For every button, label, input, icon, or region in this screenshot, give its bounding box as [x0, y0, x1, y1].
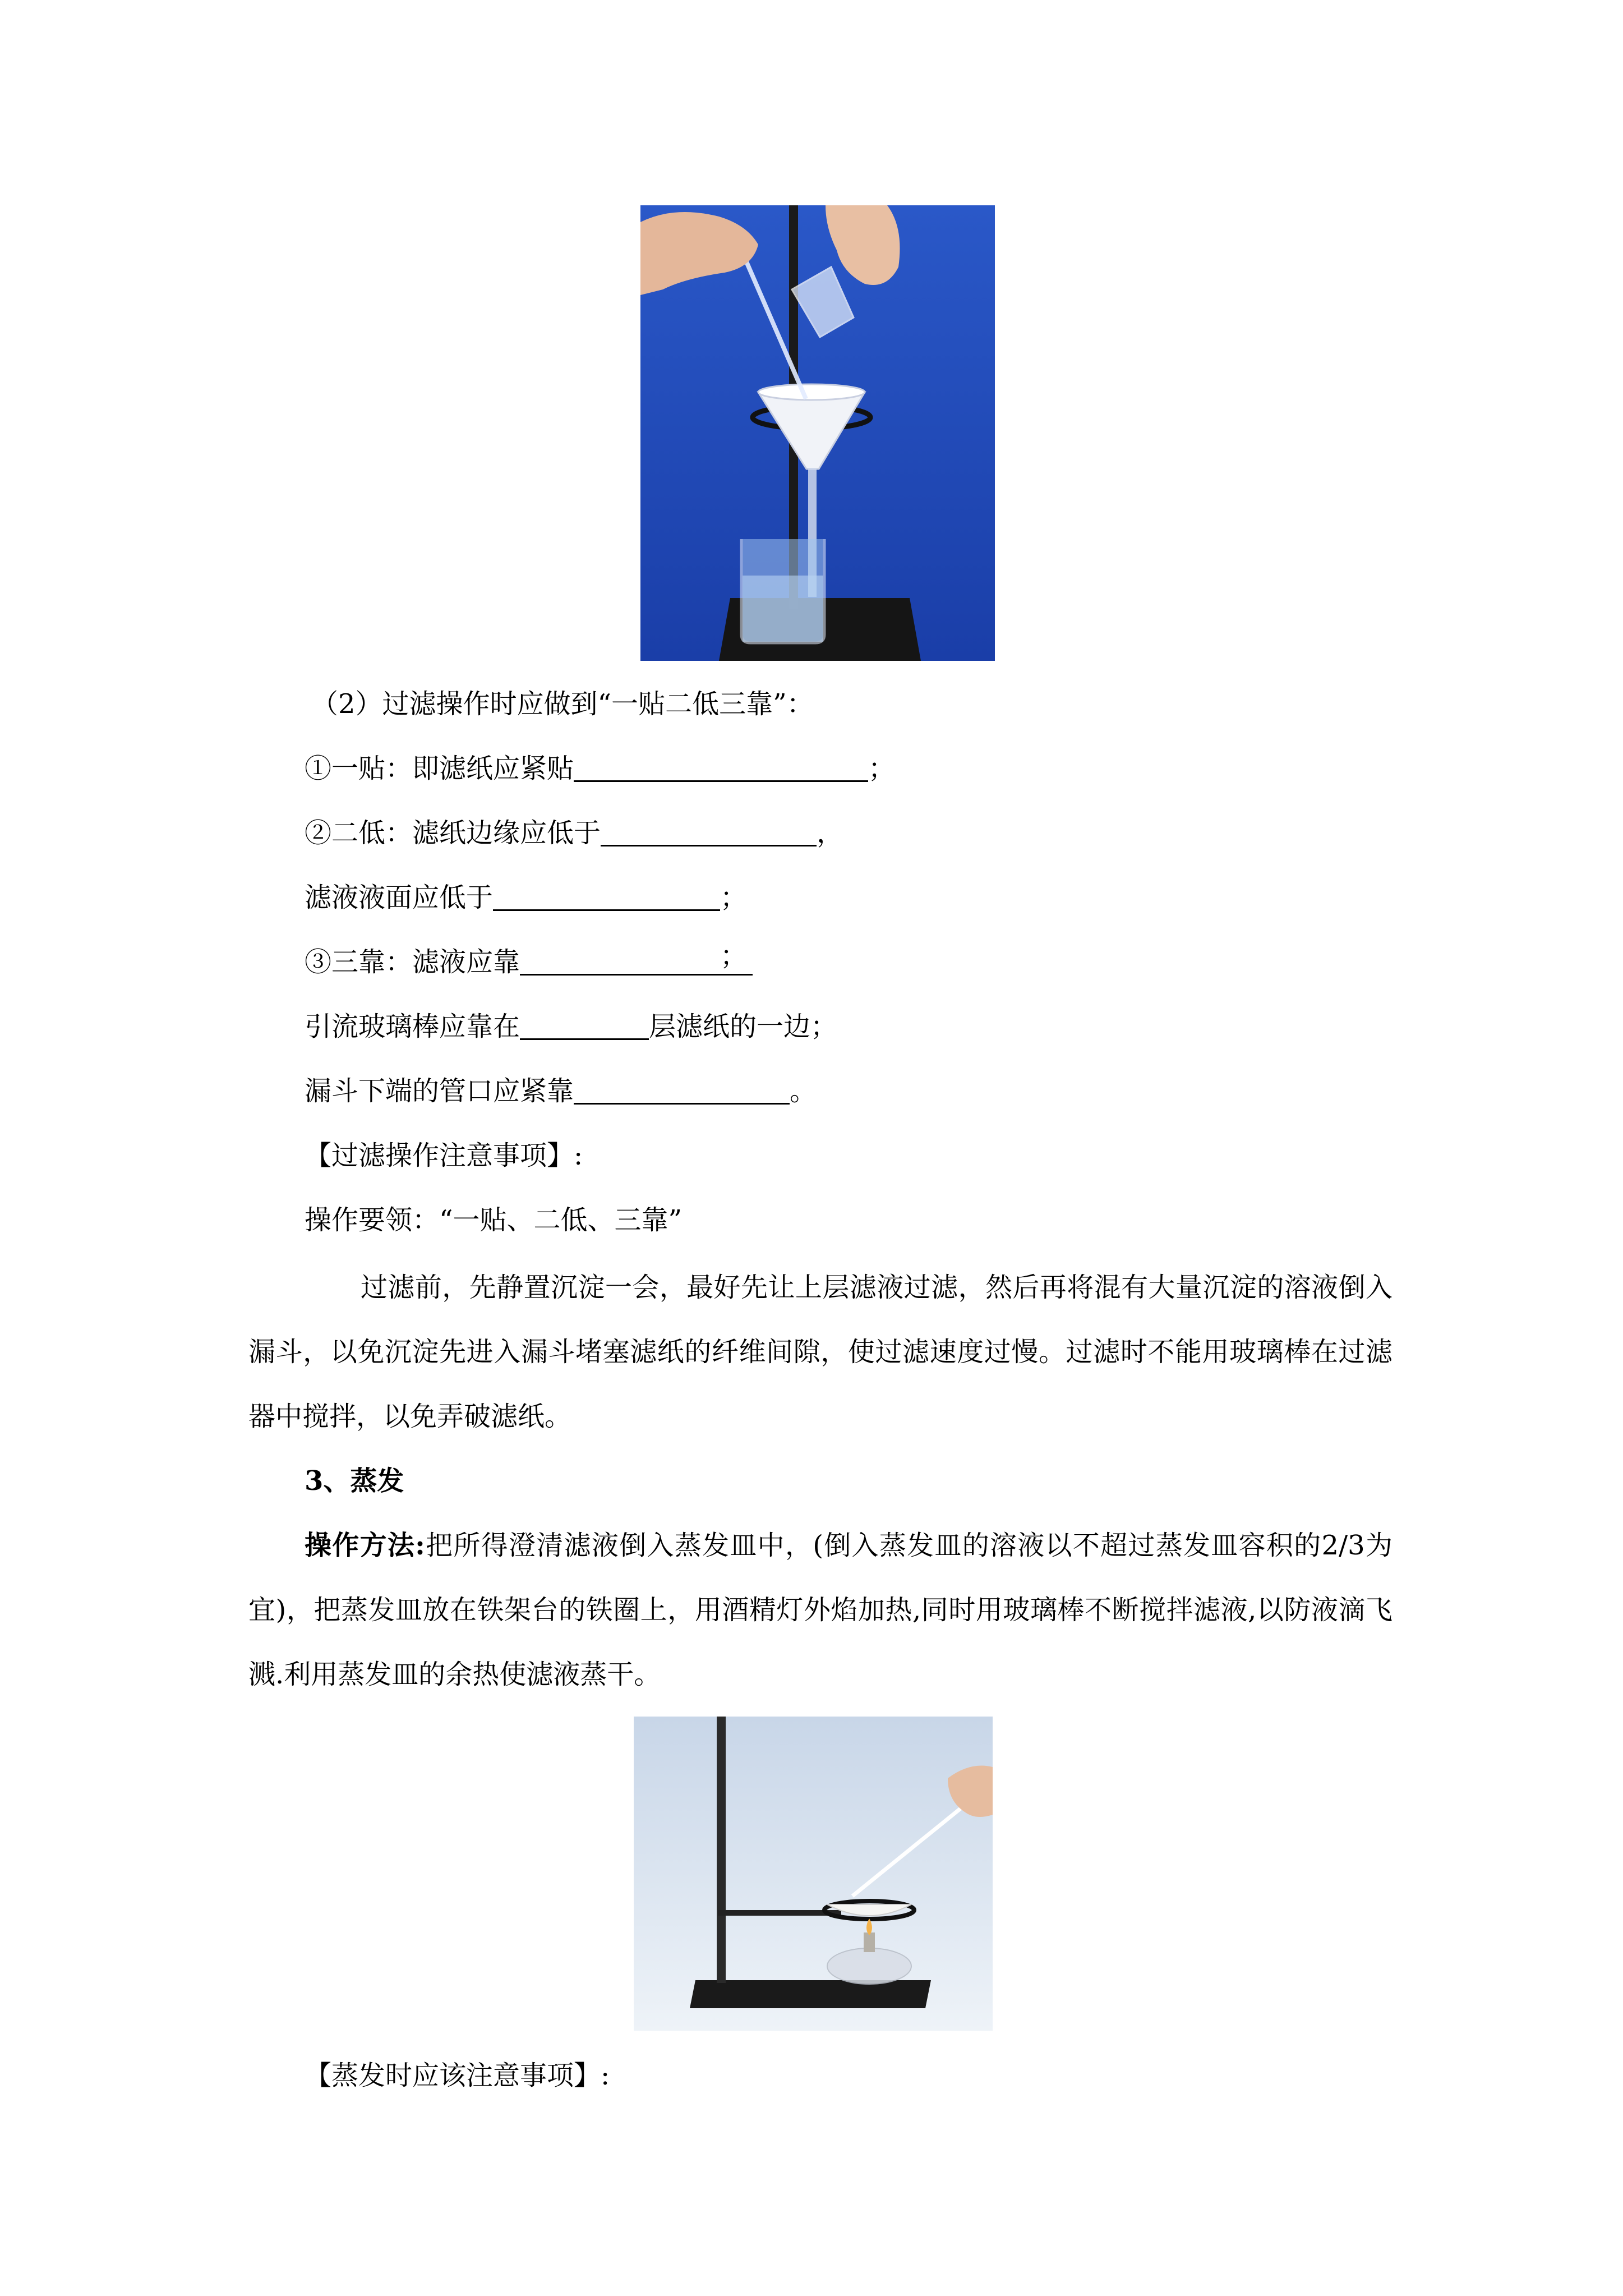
evaporation-method-text: 把所得澄清滤液倒入蒸发皿中，(倒入蒸发皿的溶液以不超过蒸发皿容积的2/3为宜)，把蒸发皿放在铁架台的铁圈上，用酒精灯外焰加热,同时用玻璃棒不断搅拌滤液,以防液滴飞溅.利用蒸发皿的余热使滤液蒸干。 [248, 1530, 1393, 1690]
rule-one-line [305, 752, 895, 785]
filtration-notes-heading: 【过滤操作注意事项】: [305, 1140, 583, 1171]
evaporation-heading: 3、蒸发 [305, 1465, 404, 1497]
filtration-illustration [640, 205, 995, 661]
rule-two-second-text: 滤液液面应低于 [305, 882, 494, 913]
answer-blank-4[interactable] [520, 940, 753, 976]
rule-three-second-suffix: 层滤纸的一边； [649, 1011, 838, 1042]
rule-three-line [305, 940, 753, 979]
rule-three-third-suffix: 。 [790, 1075, 817, 1107]
rule-one-suffix: ； [868, 753, 896, 784]
evaporation-method-label: 操作方法: [305, 1530, 425, 1561]
answer-blank-2[interactable] [601, 819, 817, 846]
rule-three-text: ③三靠：滤液应靠 [305, 946, 520, 978]
filtration-photo [640, 205, 995, 661]
rule-two-suffix: ， [817, 817, 844, 849]
answer-blank-6[interactable] [574, 1077, 790, 1105]
rule-two-text: ②二低：滤纸边缘应低于 [305, 817, 601, 849]
evaporation-photo [634, 1717, 993, 2031]
answer-blank-3[interactable] [493, 884, 720, 911]
rule-three-semicolon: ； [720, 940, 748, 972]
rule-three-third-line [305, 1074, 817, 1108]
filtration-notes-paragraph: 过滤前，先静置沉淀一会，最好先让上层滤液过滤，然后再将混有大量沉淀的溶液倒入漏斗，以免沉淀先进入漏斗堵塞滤纸的纤维间隙，使过滤速度过慢。过滤时不能用玻璃棒在过滤器中搅拌，以免弄破滤纸。 [248, 1272, 1393, 1432]
answer-blank-1[interactable] [574, 754, 868, 782]
answer-blank-5[interactable] [520, 1013, 649, 1040]
evaporation-illustration [634, 1717, 993, 2031]
rule-three-third-text: 漏斗下端的管口应紧靠 [305, 1075, 574, 1107]
rule-three-second-text: 引流玻璃棒应靠在 [305, 1011, 520, 1042]
rule-two-second-line [305, 881, 747, 914]
evaporation-caution-heading: 【蒸发时应该注意事项】: [305, 2060, 610, 2091]
filtration-key-points: 操作要领：“一贴、二低、三靠” [305, 1204, 683, 1236]
rule-two-line [305, 816, 843, 850]
rule-one-text: ①一贴：即滤纸应紧贴 [305, 753, 574, 784]
rule-three-second-line [305, 1010, 837, 1043]
filtration-heading: （2）过滤操作时应做到“一贴二低三靠”： [311, 688, 814, 720]
evaporation-method-paragraph [248, 1513, 1393, 1707]
rule-two-second-suffix: ； [720, 882, 748, 913]
